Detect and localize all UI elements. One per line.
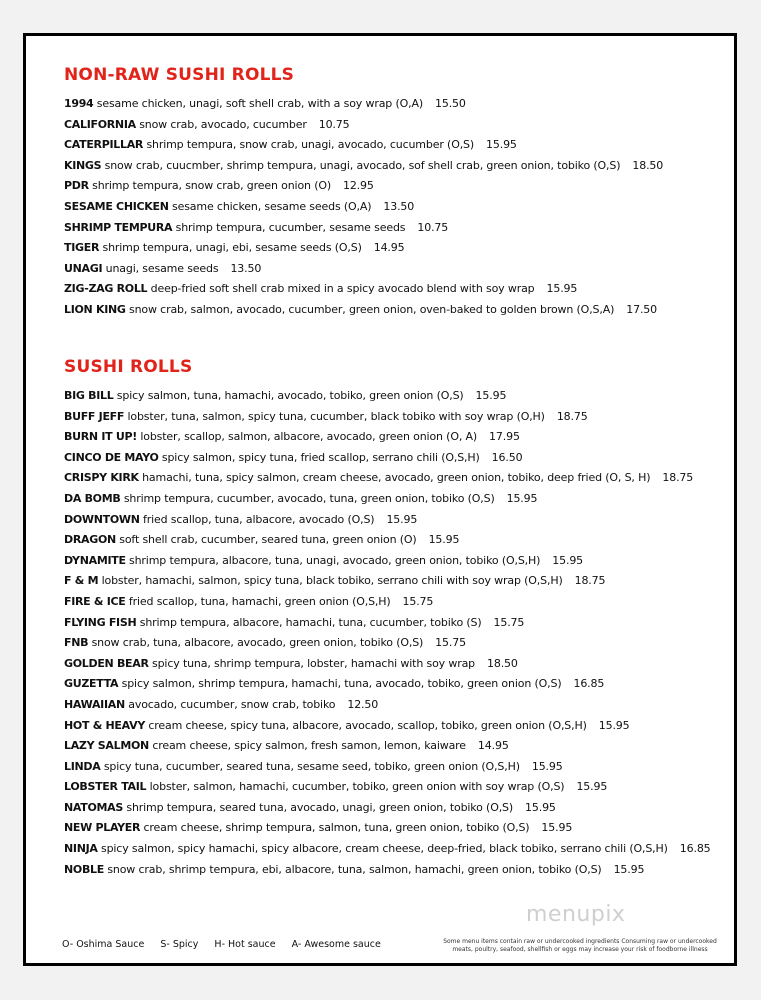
- menu-item: [64, 592, 724, 613]
- item-description: lobster, hamachi, salmon, spicy tuna, black tobiko, serrano chili with soy wrap (O,S,H): [101, 574, 563, 588]
- menu-item: [64, 695, 724, 716]
- item-name: NATOMAS: [64, 800, 124, 814]
- item-price: 15.95: [506, 491, 538, 505]
- sushi-list: [64, 386, 724, 880]
- item-name: HOT & HEAVY: [64, 718, 145, 732]
- item-description: snow crab, avocado, cucumber: [139, 117, 307, 131]
- menu-item: [64, 156, 724, 177]
- item-name: NEW PLAYER: [64, 821, 141, 835]
- item-price: 15.50: [435, 97, 466, 110]
- menu-frame: [23, 33, 737, 966]
- item-description: avocado, cucumber, snow crab, tobiko: [128, 697, 336, 711]
- menu-item: [64, 571, 724, 592]
- menu-item: [64, 115, 724, 136]
- menu-item: [64, 654, 724, 675]
- item-name: 1994: [64, 97, 94, 110]
- item-name: BUFF JEFF: [64, 409, 125, 423]
- item-description: unagi, sesame seeds: [105, 261, 219, 275]
- item-price: 18.75: [574, 574, 606, 588]
- disclaimer: Some menu items contain raw or undercooked ingredients Consuming raw or undercooked meats, poultry, seafood, shellfish or eggs may increase your risk of foodborne illness: [443, 938, 717, 953]
- item-name: PDR: [64, 179, 89, 193]
- item-price: 18.50: [487, 656, 518, 670]
- item-description: spicy tuna, cucumber, seared tuna, sesame seed, tobiko, green onion (O,S,H): [103, 759, 520, 773]
- item-price: 15.75: [435, 636, 466, 650]
- item-name: DOWNTOWN: [64, 512, 140, 526]
- item-description: snow crab, tuna, albacore, avocado, green onion, tobiko (O,S): [91, 636, 424, 650]
- sushi-section: [64, 356, 724, 880]
- item-description: spicy salmon, spicy tuna, fried scallop, serrano chili (O,S,H): [161, 450, 480, 464]
- item-price: 13.50: [230, 261, 262, 275]
- item-description: spicy salmon, tuna, hamachi, avocado, tobiko, green onion (O,S): [116, 389, 464, 402]
- item-description: shrimp tempura, unagi, ebi, sesame seeds (O,S): [102, 241, 362, 255]
- menu-item: [64, 839, 724, 860]
- menu-item: [64, 135, 724, 156]
- menu-item: [64, 279, 724, 300]
- legend-item: S- Spicy: [160, 939, 199, 950]
- item-description: shrimp tempura, albacore, tuna, unagi, avocado, green onion, tobiko (O,S,H): [129, 553, 541, 567]
- item-description: snow crab, salmon, avocado, cucumber, green onion, oven-baked to golden brown (O,S,A): [129, 302, 615, 316]
- item-description: fried scallop, tuna, albacore, avocado (O,S): [142, 512, 375, 526]
- item-price: 15.95: [541, 821, 573, 835]
- menu-item: [64, 300, 724, 321]
- item-name: KINGS: [64, 158, 102, 172]
- item-description: fried scallop, tuna, hamachi, green onion (O,S,H): [128, 594, 391, 608]
- item-description: snow crab, cuucmber, shrimp tempura, unagi, avocado, sof shell crab, green onion, tobiko (O,S): [104, 158, 621, 172]
- legend: [62, 939, 394, 950]
- item-price: 12.50: [347, 697, 379, 711]
- item-description: cream cheese, shrimp tempura, salmon, tuna, green onion, tobiko (O,S): [143, 821, 530, 835]
- menu-item: [64, 218, 724, 239]
- item-price: 15.95: [546, 282, 578, 296]
- item-name: HAWAIIAN: [64, 697, 125, 711]
- item-name: CALIFORNIA: [64, 117, 136, 131]
- menu-item: [64, 798, 724, 819]
- item-description: spicy salmon, spicy hamachi, spicy albacore, cream cheese, deep-fried, black tobiko, serrano chili (O,S,H): [100, 842, 668, 856]
- menu-item: [64, 777, 724, 798]
- menu-item: [64, 551, 724, 572]
- item-name: CINCO DE MAYO: [64, 450, 159, 464]
- menu-item: [64, 736, 724, 757]
- non-raw-section: [64, 64, 724, 321]
- menu-item: [64, 633, 724, 654]
- item-name: BIG BILL: [64, 389, 114, 402]
- menu-item: [64, 716, 724, 737]
- item-name: NINJA: [64, 842, 98, 856]
- item-price: 15.95: [552, 553, 584, 567]
- menu-item: [64, 489, 724, 510]
- item-name: DA BOMB: [64, 491, 121, 505]
- item-price: 15.75: [493, 615, 525, 629]
- watermark-logo: menupix: [526, 902, 626, 927]
- menu-item: [64, 674, 724, 695]
- item-name: F & M: [64, 574, 99, 588]
- item-price: 18.50: [632, 158, 664, 172]
- menu-item: [64, 613, 724, 634]
- menu-item: [64, 530, 724, 551]
- item-price: 15.75: [402, 594, 434, 608]
- item-description: sesame chicken, unagi, soft shell crab, with a soy wrap (O,A): [96, 97, 423, 110]
- item-price: 15.95: [531, 759, 563, 773]
- item-price: 18.75: [662, 471, 694, 485]
- menu-item: [64, 94, 724, 115]
- item-price: 10.75: [318, 117, 350, 131]
- item-price: 15.95: [598, 718, 630, 732]
- item-description: lobster, salmon, hamachi, cucumber, tobiko, green onion with soy wrap (O,S): [149, 780, 565, 794]
- item-name: BURN IT UP!: [64, 430, 137, 444]
- item-name: CATERPILLAR: [64, 138, 144, 152]
- item-name: SESAME CHICKEN: [64, 199, 169, 213]
- item-price: 15.95: [486, 138, 517, 152]
- item-name: DYNAMITE: [64, 553, 126, 567]
- item-price: 14.95: [373, 241, 405, 255]
- item-price: 13.50: [383, 199, 415, 213]
- legend-item: O- Oshima Sauce: [62, 939, 145, 950]
- item-price: 15.95: [386, 512, 418, 526]
- item-description: shrimp tempura, seared tuna, avocado, unagi, green onion, tobiko (O,S): [126, 800, 514, 814]
- item-price: 16.50: [491, 450, 523, 464]
- item-description: spicy tuna, shrimp tempura, lobster, hamachi with soy wrap: [152, 656, 475, 670]
- item-price: 18.75: [556, 409, 588, 423]
- item-name: CRISPY KIRK: [64, 471, 139, 485]
- menu-item: [64, 407, 724, 428]
- menu-item: [64, 860, 724, 881]
- item-name: DRAGON: [64, 533, 116, 547]
- menu-item: [64, 510, 724, 531]
- item-name: LION KING: [64, 302, 126, 316]
- item-description: lobster, scallop, salmon, albacore, avocado, green onion (O, A): [140, 430, 478, 444]
- item-name: ZIG-ZAG ROLL: [64, 282, 148, 296]
- menu-item: [64, 757, 724, 778]
- item-price: 15.95: [525, 800, 556, 814]
- sushi-title: SUSHI ROLLS: [64, 357, 193, 377]
- menu-item: [64, 468, 724, 489]
- item-description: sesame chicken, sesame seeds (O,A): [172, 199, 372, 213]
- item-description: shrimp tempura, albacore, hamachi, tuna, cucumber, tobiko (S): [139, 615, 482, 629]
- item-price: 10.75: [417, 220, 449, 234]
- item-price: 16.85: [573, 677, 605, 691]
- item-description: shrimp tempura, snow crab, unagi, avocado, cucumber (O,S): [146, 138, 475, 152]
- menu-item: [64, 197, 724, 218]
- item-name: LAZY SALMON: [64, 739, 149, 753]
- item-name: LINDA: [64, 759, 101, 773]
- item-name: TIGER: [64, 241, 100, 255]
- menu-item: [64, 448, 724, 469]
- item-description: lobster, tuna, salmon, spicy tuna, cucumber, black tobiko with soy wrap (O,H): [127, 409, 545, 423]
- item-name: FIRE & ICE: [64, 594, 126, 608]
- item-description: snow crab, shrimp tempura, ebi, albacore, tuna, salmon, hamachi, green onion, tobiko (O,S): [107, 862, 602, 876]
- item-description: shrimp tempura, snow crab, green onion (O): [92, 179, 331, 193]
- item-name: GOLDEN BEAR: [64, 656, 149, 670]
- item-price: 15.95: [576, 780, 608, 794]
- item-price: 15.95: [613, 862, 645, 876]
- item-description: cream cheese, spicy salmon, fresh samon, lemon, kaiware: [152, 739, 466, 753]
- item-price: 17.95: [489, 430, 520, 444]
- menu-item: [64, 386, 724, 407]
- item-name: SHRIMP TEMPURA: [64, 220, 173, 234]
- menu-item: [64, 427, 724, 448]
- non-raw-list: [64, 94, 724, 321]
- item-price: 15.95: [475, 389, 507, 402]
- legend-item: H- Hot sauce: [214, 939, 276, 950]
- menu-item: [64, 238, 724, 259]
- item-price: 15.95: [428, 533, 460, 547]
- item-description: spicy salmon, shrimp tempura, hamachi, tuna, avocado, tobiko, green onion (O,S): [121, 677, 562, 691]
- menu-item: [64, 176, 724, 197]
- item-price: 12.95: [342, 179, 374, 193]
- item-price: 14.95: [477, 739, 509, 753]
- item-name: UNAGI: [64, 261, 103, 275]
- item-description: cream cheese, spicy tuna, albacore, avocado, scallop, tobiko, green onion (O,S,H): [148, 718, 587, 732]
- item-name: FNB: [64, 636, 89, 650]
- item-name: LOBSTER TAIL: [64, 780, 147, 794]
- item-name: NOBLE: [64, 862, 104, 876]
- item-price: 17.50: [626, 302, 657, 316]
- menu-item: [64, 818, 724, 839]
- item-description: shrimp tempura, cucumber, avocado, tuna, green onion, tobiko (O,S): [123, 491, 495, 505]
- item-name: GUZETTA: [64, 677, 119, 691]
- item-description: soft shell crab, cucumber, seared tuna, green onion (O): [119, 533, 417, 547]
- item-price: 16.85: [679, 842, 711, 856]
- item-description: hamachi, tuna, spicy salmon, cream cheese, avocado, green onion, tobiko, deep fried (O, S, H): [142, 471, 651, 485]
- non-raw-title: NON-RAW SUSHI ROLLS: [64, 65, 295, 85]
- menu-item: [64, 259, 724, 280]
- item-description: shrimp tempura, cucumber, sesame seeds: [175, 220, 406, 234]
- item-description: deep-fried soft shell crab mixed in a spicy avocado blend with soy wrap: [150, 282, 535, 296]
- item-name: FLYING FISH: [64, 615, 137, 629]
- legend-item: A- Awesome sauce: [291, 939, 381, 950]
